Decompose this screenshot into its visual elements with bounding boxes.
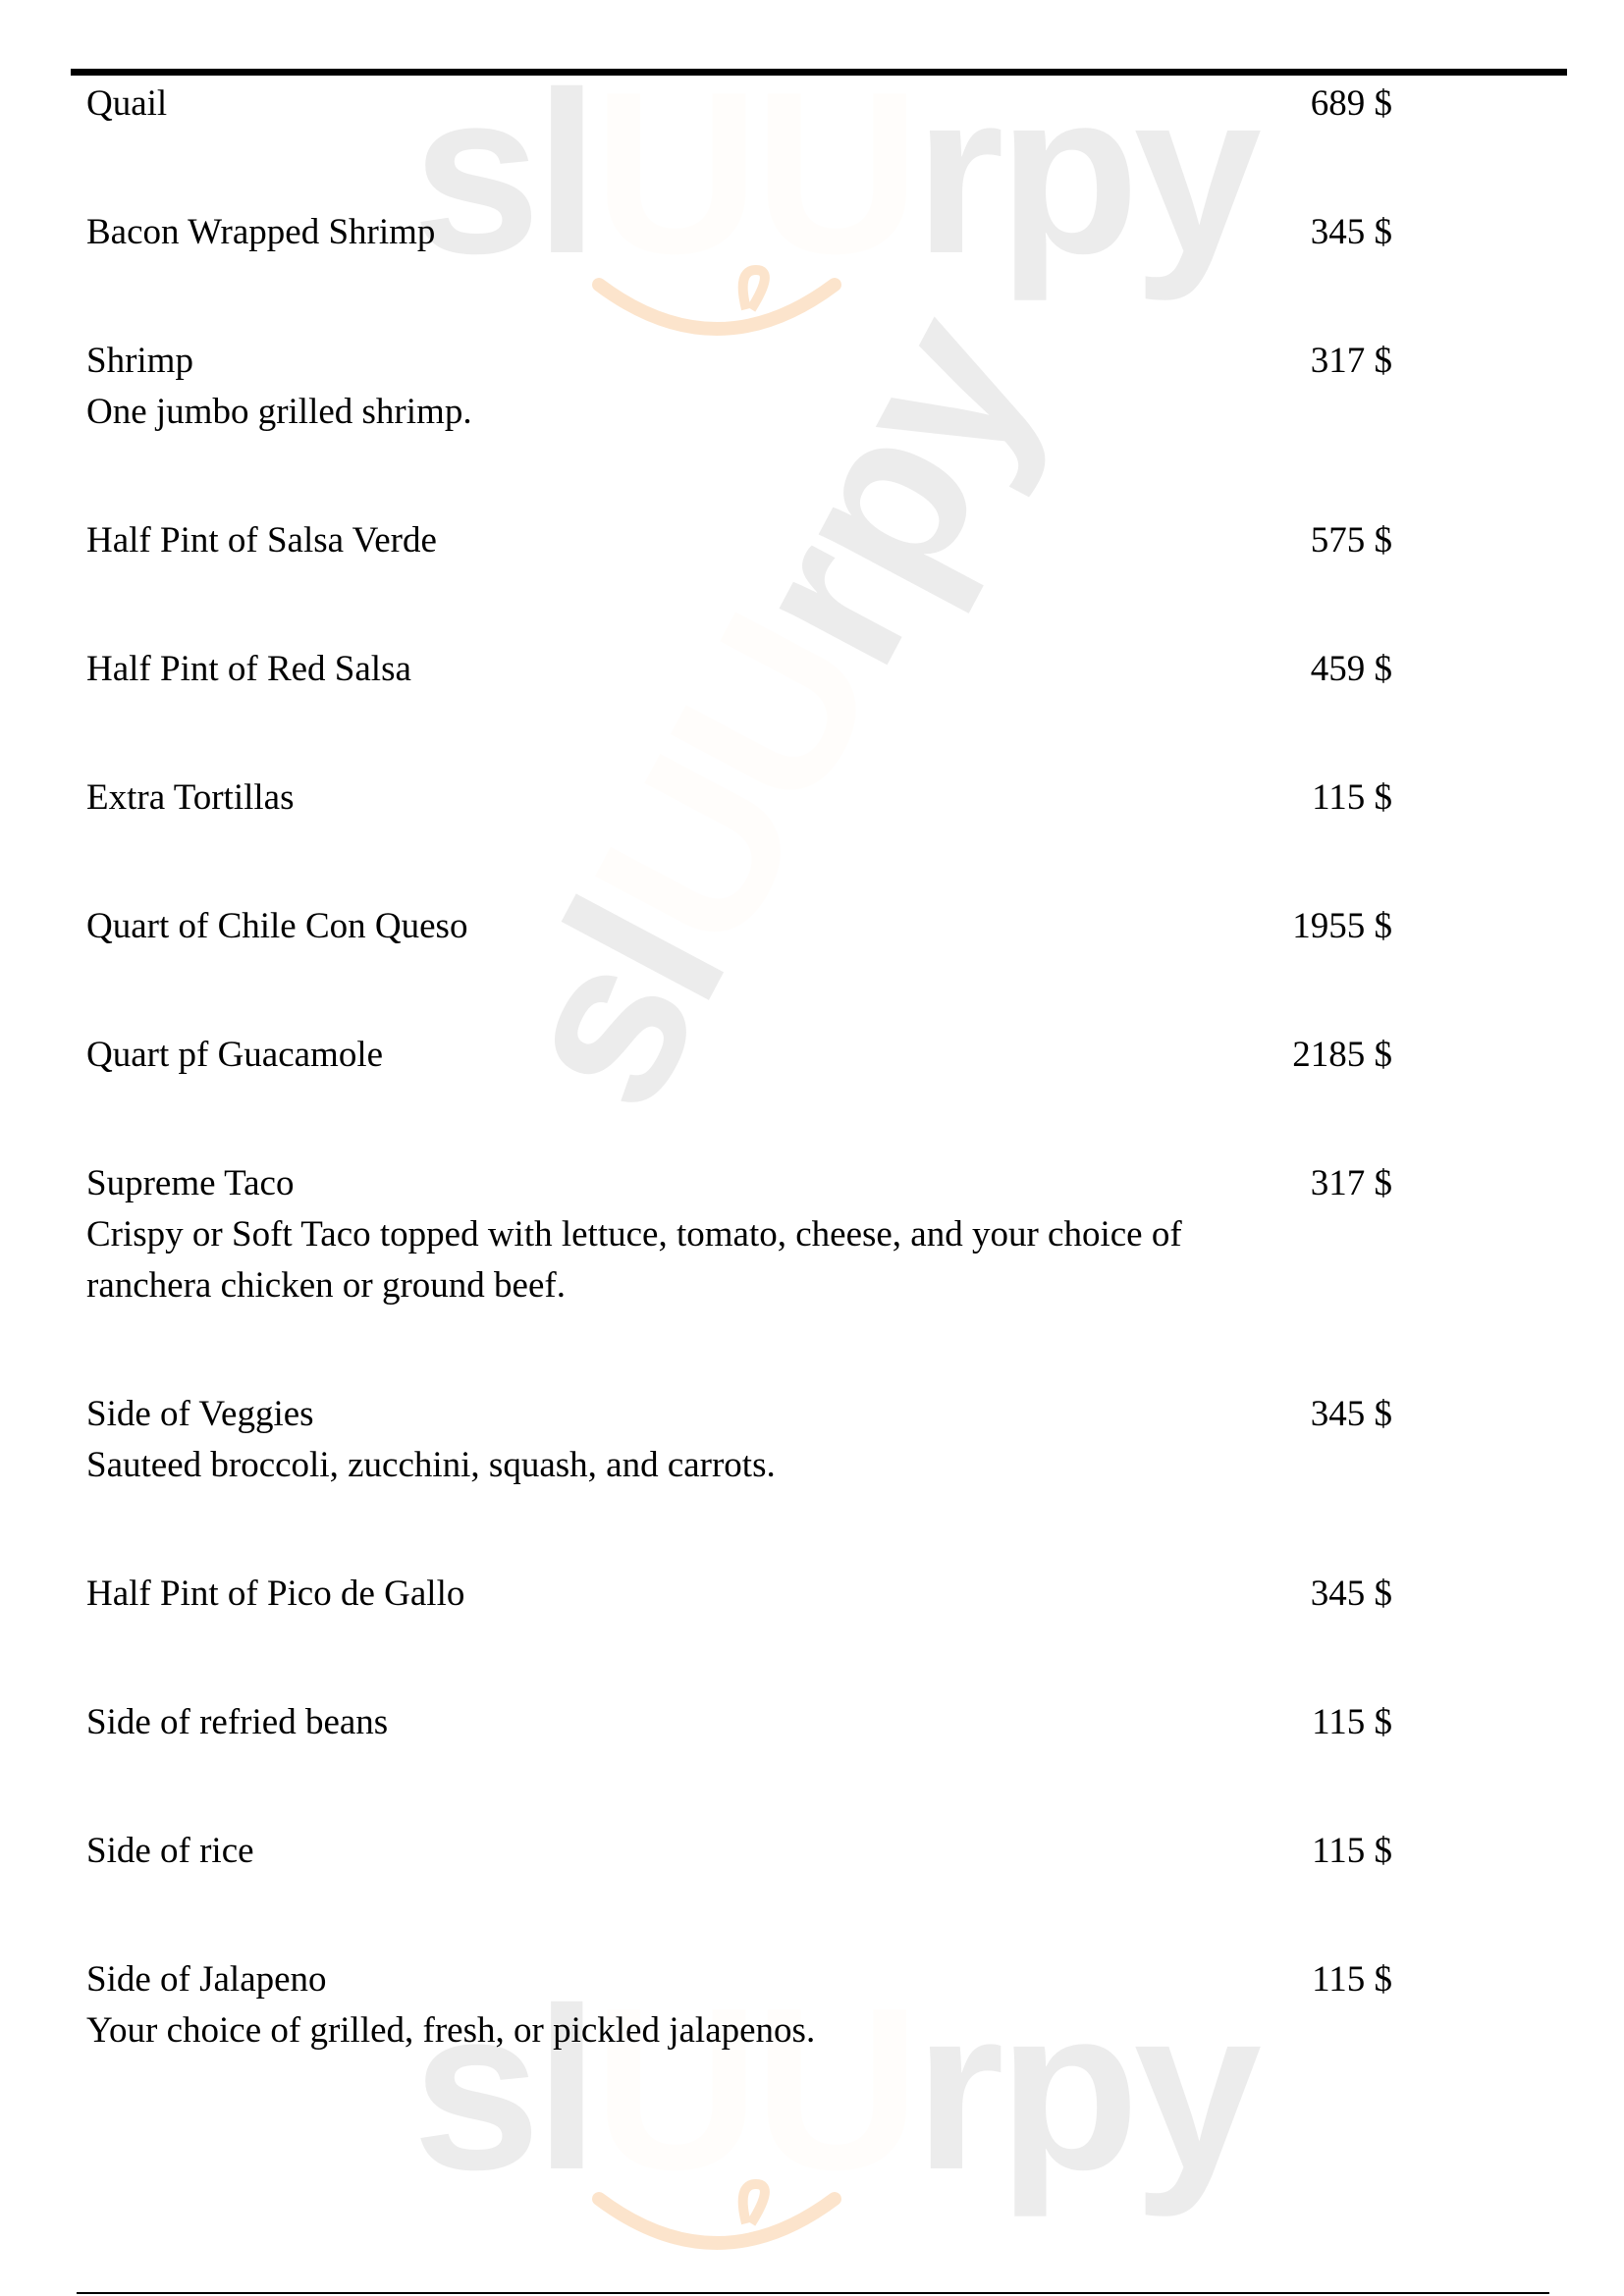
item-description: Your choice of grilled, fresh, or pickled jalapenos. [86,2010,816,2051]
menu-item-side-of-veggies [86,1389,1392,1491]
item-price: 689 $ [1310,83,1392,124]
item-price: 115 $ [1312,1831,1392,1871]
bottom-rule [77,2292,1549,2294]
item-description: Crispy or Soft Taco topped with lettuce, tomato, cheese, and your choice of ranchera chicken or ground beef. [86,1214,1182,1306]
item-price: 317 $ [1310,1163,1392,1203]
item-name: Side of Veggies [86,1394,314,1434]
item-price: 115 $ [1312,1702,1392,1742]
item-name: Half Pint of Salsa Verde [86,520,437,561]
menu-item-quart-guacamole [86,1030,1392,1081]
item-description: One jumbo grilled shrimp. [86,392,472,432]
menu-item-half-pint-salsa-verde [86,515,1392,566]
item-name: Side of rice [86,1831,254,1871]
watermark-smile-icon [589,2179,844,2268]
item-name: Quart pf Guacamole [86,1035,384,1075]
item-description: Sauteed broccoli, zucchini, squash, and carrots. [86,1445,776,1485]
menu-item-quart-chile-con-queso [86,901,1392,952]
menu-item-side-refried-beans [86,1697,1392,1748]
menu-item-quail [86,79,1392,130]
item-price: 115 $ [1312,1959,1392,2000]
item-name: Half Pint of Red Salsa [86,649,411,689]
item-price: 1955 $ [1292,906,1392,946]
item-name: Half Pint of Pico de Gallo [86,1574,465,1614]
item-name: Side of refried beans [86,1702,389,1742]
item-name: Bacon Wrapped Shrimp [86,212,436,252]
menu-item-extra-tortillas [86,773,1392,824]
item-name: Quart of Chile Con Queso [86,906,468,946]
item-name: Supreme Taco [86,1163,295,1203]
menu-item-side-of-rice [86,1826,1392,1877]
item-name: Extra Tortillas [86,777,295,818]
menu-item-side-of-jalapeno [86,1954,1392,2056]
item-name: Quail [86,83,168,124]
menu-item-supreme-taco [86,1158,1392,1311]
watermark-middle: slrpy [459,279,1084,1146]
watermark-bottom: sl rpy [412,1959,1257,2217]
item-name: Shrimp [86,341,193,381]
item-price: 317 $ [1310,341,1392,381]
item-name: Side of Jalapeno [86,1959,327,2000]
item-price: 115 $ [1312,777,1392,818]
item-price: 345 $ [1310,1574,1392,1614]
menu-item-bacon-wrapped-shrimp [86,207,1392,258]
item-price: 2185 $ [1292,1035,1392,1075]
watermark-top: sl rpy [412,43,1257,301]
menu-item-half-pint-pico-de-gallo [86,1569,1392,1620]
item-price: 345 $ [1310,1394,1392,1434]
menu-item-half-pint-red-salsa [86,644,1392,695]
item-price: 459 $ [1310,649,1392,689]
menu-item-shrimp [86,336,1392,438]
item-price: 345 $ [1310,212,1392,252]
item-price: 575 $ [1310,520,1392,561]
